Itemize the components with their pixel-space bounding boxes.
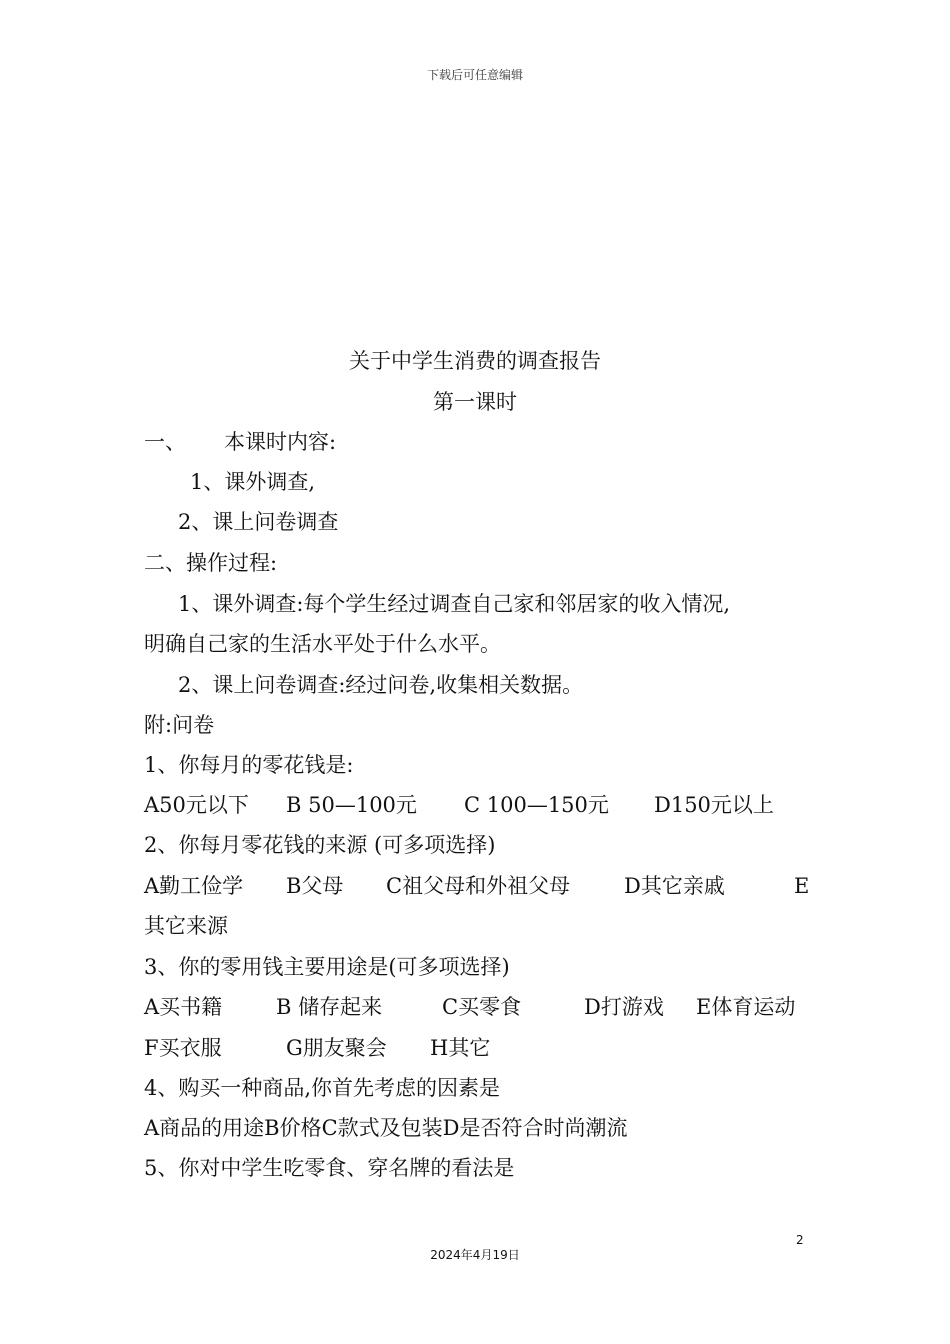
q3-option-e: E体育运动: [696, 995, 796, 1019]
q2-option-c: C祖父母和外祖父母: [386, 874, 571, 898]
section1-item-2: 2、课上问卷调查: [178, 510, 339, 534]
section1-heading-number: 一、: [144, 430, 186, 454]
q2-option-d: D其它亲戚: [624, 874, 725, 898]
footer-date: 2024年4月19日: [430, 1248, 520, 1262]
document-title: 关于中学生消费的调查报告: [349, 349, 601, 373]
q1-option-b: B 50—100元: [286, 793, 417, 817]
q3-option-c: C买零食: [442, 995, 522, 1019]
q1-option-d: D150元以上: [654, 793, 774, 817]
appendix-label: 附:问卷: [144, 713, 215, 737]
q2-option-a: A勤工俭学: [144, 874, 244, 898]
q3-option-h: H其它: [430, 1036, 491, 1060]
q3-option-f: F买衣服: [144, 1036, 222, 1060]
q3-option-b: B 储存起来: [276, 995, 383, 1019]
q1-option-a: A50元以下: [144, 793, 249, 817]
question-3: 3、你的零用钱主要用途是(可多项选择): [144, 955, 510, 979]
document-subtitle: 第一课时: [433, 390, 517, 414]
section1-heading: [144, 427, 812, 457]
section1-item-1: 1、课外调查,: [190, 470, 316, 494]
section2-step2: 2、课上问卷调查:经过问卷,收集相关数据。: [178, 673, 584, 697]
question-2: 2、你每月零花钱的来源 (可多项选择): [144, 833, 496, 857]
q3-option-g: G朋友聚会: [286, 1036, 387, 1060]
section2-step1-line1: 1、课外调查:每个学生经过调查自己家和邻居家的收入情况,: [178, 592, 731, 616]
section2-heading: 二、操作过程:: [144, 551, 278, 575]
question-1: 1、你每月的零花钱是:: [144, 753, 354, 777]
question-4: 4、购买一种商品,你首先考虑的因素是: [144, 1076, 501, 1100]
section1-heading-text: 本课时内容:: [224, 430, 337, 454]
question-4-options: A商品的用途B价格C款式及包装D是否符合时尚潮流: [144, 1116, 628, 1140]
question-5: 5、你对中学生吃零食、穿名牌的看法是: [144, 1156, 515, 1180]
q1-option-c: C 100—150元: [464, 793, 609, 817]
section2-step1-line2: 明确自己家的生活水平处于什么水平。: [144, 632, 501, 656]
q3-option-d: D打游戏: [584, 995, 664, 1019]
header-note: 下载后可任意编辑: [426, 68, 523, 82]
question-2-options-wrap: 其它来源: [144, 914, 228, 938]
q3-option-a: A买书籍: [144, 995, 223, 1019]
q2-option-b: B父母: [286, 874, 344, 898]
q2-option-e: E: [794, 874, 810, 898]
page-number: 2: [796, 1233, 804, 1247]
